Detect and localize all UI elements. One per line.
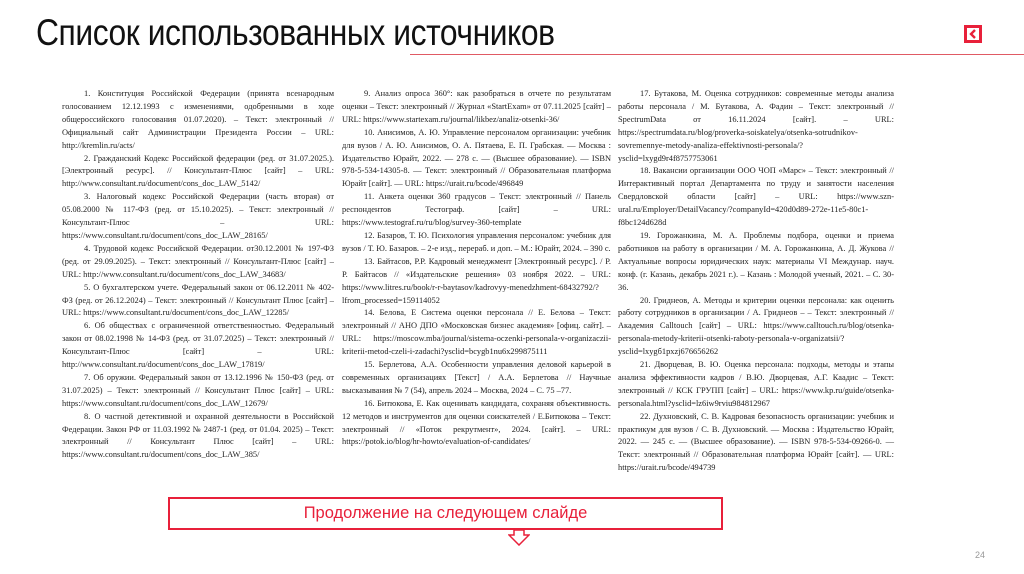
header-divider xyxy=(410,54,1024,55)
reference-item: 16. Битюкова, Е. Как оценивать кандидата, сохраняя объективность. 12 методов и инструментов для оценки соискателей / Е.Битюкова – Текст: электронный // «Поток рекрутмент», 2024. [сайт]. – URL: https://potok.io/blog/hr-howto/evaluation-of-candidates/ xyxy=(342,398,611,447)
back-button[interactable] xyxy=(964,25,982,43)
reference-item: 9. Анализ опроса 360°: как разобраться в отчете по результатам оценки – Текст: электронный // Журнал «StartExam» от 07.11.2025 [сайт] – URL: https://www.startexam.ru/journal/likbez/analiz-otsenki-36/ xyxy=(342,89,611,124)
reference-item: 7. Об оружии. Федеральный закон от 13.12.1996 № 150-ФЗ (ред. от 31.07.2025) – Текст: электронный // Консультант Плюс [сайт] – URL: https://www.consultant.ru/document/cons_doc_LAW_12679/ xyxy=(62,372,334,408)
reference-item: 20. Гриднеов, А. Методы и критерии оценки персонала: как оценить работу сотрудников в организации / А. Гриднеов – – Текст: электронный // Академия Calltouch [сайт] – URL: https://www.calltouch.ru/blog/otsenka-personala-metody-kriterii-otsenki-raboty-personala-v-organizatsii/?ysclid=lxygб1pxzj676656262 xyxy=(618,295,894,357)
reference-item: 21. Дворцевая, В. Ю. Оценка персонала: подходы, методы и этапы анализа эффективности кадров / В.Ю. Дворцевая, А.Г. Каадис – Текст: электронный // КСК ГРУПП [сайт] – URL: https://www.kp.ru/guide/otsenka-personala.html?ysclid=lz6iw9rviu984812967 xyxy=(618,360,894,408)
references-column-3 xyxy=(618,88,894,475)
page-title: Список использованных источников xyxy=(36,12,555,53)
reference-item: 8. О частной детективной и охранной деятельности в Российской Федерации. Закон РФ от 11.03.1992 № 2487-1 (ред. от 01.04. 2025) – Текст: электронный // Консультант Плюс [сайт] – URL: https://www.consultant.ru/document/cons_doc_LAW_385/ xyxy=(62,411,334,460)
reference-item: 14. Белова, Е Система оценки персонала // Е. Белова – Текст: электронный // АНО ДПО «Московская бизнес академия» [офиц. сайт]. – URL: https://moscow.mba/journal/sistema-oczenki-personala-v-organizaczii-kriterii-metod-czeli-i-zadachi?ysclid=bcygb1nu6x299875111 xyxy=(342,308,611,357)
reference-item: 2. Гражданский Кодекс Российской федерации (ред. от 31.07.2025.). [Электронный ресурс]. // Консультант-Плюс [сайт] – URL: http://www.consultant.ru/document/cons_doc_LAW_5142/ xyxy=(62,153,334,189)
reference-item: 6. Об обществах с ограниченной ответственностью. Федеральный закон от 08.02.1998 № 14-ФЗ (ред. от 31.07.2025) – Текст: электронный // Консультант-Плюс [сайт] – URL: http://www.consultant.ru/document/cons_doc_LAW_17819/ xyxy=(62,321,334,370)
reference-item: 11. Анкета оценки 360 градусов – Текст: электронный // Панель респондентов Тестограф. [сайт] – URL: https://www.testograf.ru/ru/blog/survey-360-template xyxy=(342,192,611,228)
reference-item: 18. Вакансии организации ООО ЧОП «Марс» – Текст: электронный // Интерактивный портал Департамента по труду и занятости населения Свердловской области [сайт] – URL: https://www.szn-ural.ru/Employer/DetailVacancy/?companyId=420d0d89-272e-11e5-80c1-f8bc124d628d xyxy=(618,166,894,228)
reference-item: 13. Байтасов, Р.Р. Кадровый менеджмент [Электронный ресурс]. / Р. Р. Байтасов // «Издательские решения» 03 ноября 2022. – URL: https://www.litres.ru/book/r-r-baytasov/kadrovyy-menedzhment-68432792/?lfrom_processed=159114052 xyxy=(342,256,611,305)
chevron-left-icon xyxy=(969,29,977,39)
reference-item: 19. Горожанкина, М. А. Проблемы подбора, оценки и приема работников на работу в организации / М. А. Горожанкина, А. Д. Жукова // Актуальные вопросы юридических наук: материалы VI Междунар. науч. конф. (г. Казань, декабрь 2021 г.). – Казань : Молодой ученый, 2021. – С. 30-36. xyxy=(618,230,894,292)
reference-item: 17. Бутакова, М. Оценка сотрудников: современные методы анализа работы персонала / М. Бутакова, А. Фадин – Текст: электронный // SpectrumData от 16.11.2024 [сайт]. – URL: https://spectrumdata.ru/blog/proverka-soiskatelya/otsenka-sotrudnikov-sovremennye-metody-analiza-effektivnosti-personala/?ysclid=lxygd9r4f8757753061 xyxy=(618,89,894,163)
reference-item: 10. Анисимов, А. Ю. Управление персоналом организации: учебник для вузов / А. Ю. Анисимов, О. А. Пятаева, Е. П. Грабская. — Москва : Издательство Юрайт, 2022. — 278 с. — (Высшее образование). — ISBN 978-5-534-14305-8. — Текст: электронный // Образовательная платформа Юрайт [сайт]. — URL: https://urait.ru/bcode/496849 xyxy=(342,127,611,189)
references-column-1 xyxy=(62,88,334,462)
continue-next-slide-button[interactable] xyxy=(168,497,723,530)
page-number: 24 xyxy=(975,550,986,560)
reference-item: 12. Базаров, Т. Ю. Психология управления персоналом: учебник для вузов / Т. Ю. Базаров. – 2-е изд., перераб. и доп. – М.: Юрайт, 2024. – 390 с. xyxy=(342,230,611,253)
reference-item: 15. Берлетова, А.А. Особенности управления деловой карьерой в современных организациях [Текст] / А.А. Берлетова // Научные высказывания № 7 (54), апрель 2024 – Москва, 2024 – С. 75 –77. xyxy=(342,360,611,395)
arrow-down-icon xyxy=(508,529,530,546)
reference-item: 22. Духновский, С. В. Кадровая безопасность организации: учебник и практикум для вузов / С. В. Духновский. — Москва : Издательство Юрайт, 2022. — 245 с. — (Высшее образование). — ISBN 978-5-534-09266-0. — Текст: электронный // Образовательная платформа Юрайт [сайт]. — URL: https://urait.ru/bcode/494739 xyxy=(618,411,894,473)
reference-item: 3. Налоговый кодекс Российской Федерации (часть вторая) от 05.08.2000 № 117-ФЗ (ред. от 15.10.2025). – Текст: электронный // Консультант-Плюс – URL: https://www.consultant.ru/document/cons_doc_LAW_28165/ xyxy=(62,192,334,240)
references-column-2 xyxy=(342,88,611,449)
continue-label: Продолжение на следующем слайде xyxy=(303,504,588,522)
reference-item: 4. Трудовой кодекс Российской Федерации. от30.12.2001 № 197-ФЗ (ред. от 29.09.2025). – Текст: электронный // Консультант-Плюс [сайт] – URL: http://www.consultant.ru/document/cons_doc_LAW_34683/ xyxy=(62,243,334,279)
reference-item: 5. О бухгалтерском учете. Федеральный закон от 06.12.2011 № 402-ФЗ (ред. от 26.12.2024) – Текст: электронный // Консультант Плюс [сайт] – URL: https://www.consultant.ru/document/cons_doc_LAW_12285/ xyxy=(62,282,334,318)
reference-item: 1. Конституция Российской Федерации (принята всенародным голосованием 12.12.1993 с изменениями, одобренными в ходе общероссийского голосования 01.07.2020). – Текст: электронный // Официальный сайт Администрации Президента России – URL: http://kremlin.ru/acts/ xyxy=(62,89,334,150)
